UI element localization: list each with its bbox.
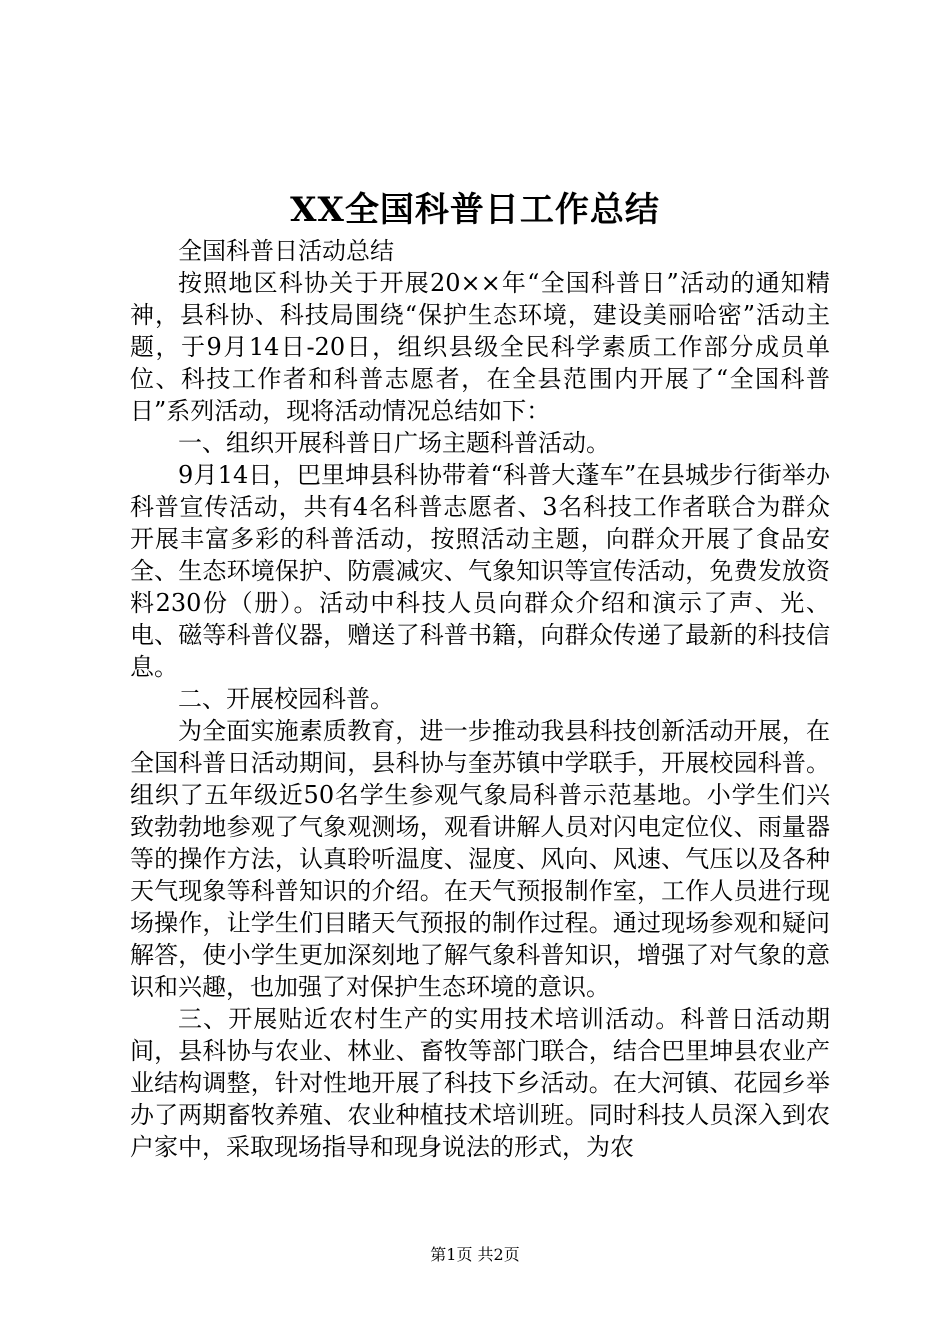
paragraph-section-3: 三、开展贴近农村生产的实用技术培训活动。科普日活动期间，县科协与农业、林业、畜牧等部门联合，结合巴里坤县农业产业结构调整，针对性地开展了科技下乡活动。在大河镇、花园乡举办了两期畜牧养殖、农业种植技术培训班。同时科技人员深入到农户家中，采取现场指导和现身说法的形式，为农: [130, 1005, 830, 1161]
section-heading-2: 二、开展校园科普。: [178, 685, 394, 713]
page-footer: 第1页 共2页: [430, 1245, 520, 1264]
paragraph-intro: 按照地区科协关于开展20××年“全国科普日”活动的通知精神，县科协、科技局围绕“保护生态环境，建设美丽哈密”活动主题，于9月14日-20日，组织县级全民科学素质工作部分成员单位、科技工作者和科普志愿者，在全县范围内开展了“全国科普日”系列活动，现将活动情况总结如下：: [130, 269, 830, 425]
paragraph-section-2: 为全面实施素质教育，进一步推动我县科技创新活动开展，在全国科普日活动期间，县科协与奎苏镇中学联手，开展校园科普。组织了五年级近50名学生参观气象局科普示范基地。小学生们兴致勃勃地参观了气象观测场，观看讲解人员对闪电定位仪、雨量器等的操作方法，认真聆听温度、湿度、风向、风速、气压以及各种天气现象等科普知识的介绍。在天气预报制作室，工作人员进行现场操作，让学生们目睹天气预报的制作过程。通过现场参观和疑问解答，使小学生更加深刻地了解气象科普知识，增强了对气象的意识和兴趣，也加强了对保护生态环境的意识。: [130, 717, 830, 1001]
paragraph-section-1: 9月14日，巴里坤县科协带着“科普大蓬车”在县城步行街举办科普宣传活动，共有4名科普志愿者、3名科技工作者联合为群众开展丰富多彩的科普活动，按照活动主题，向群众开展了食品安全、生态环境保护、防震减灾、气象知识等宣传活动，免费发放资料230份（册）。活动中科技人员向群众介绍和演示了声、光、电、磁等科普仪器，赠送了科普书籍，向群众传递了最新的科技信息。: [130, 461, 830, 681]
document-body: [130, 235, 830, 1163]
document-title: XX全国科普日工作总结: [290, 190, 660, 230]
section-heading-1: 一、组织开展科普日广场主题科普活动。: [178, 429, 610, 457]
paragraph-subtitle: 全国科普日活动总结: [178, 237, 394, 265]
